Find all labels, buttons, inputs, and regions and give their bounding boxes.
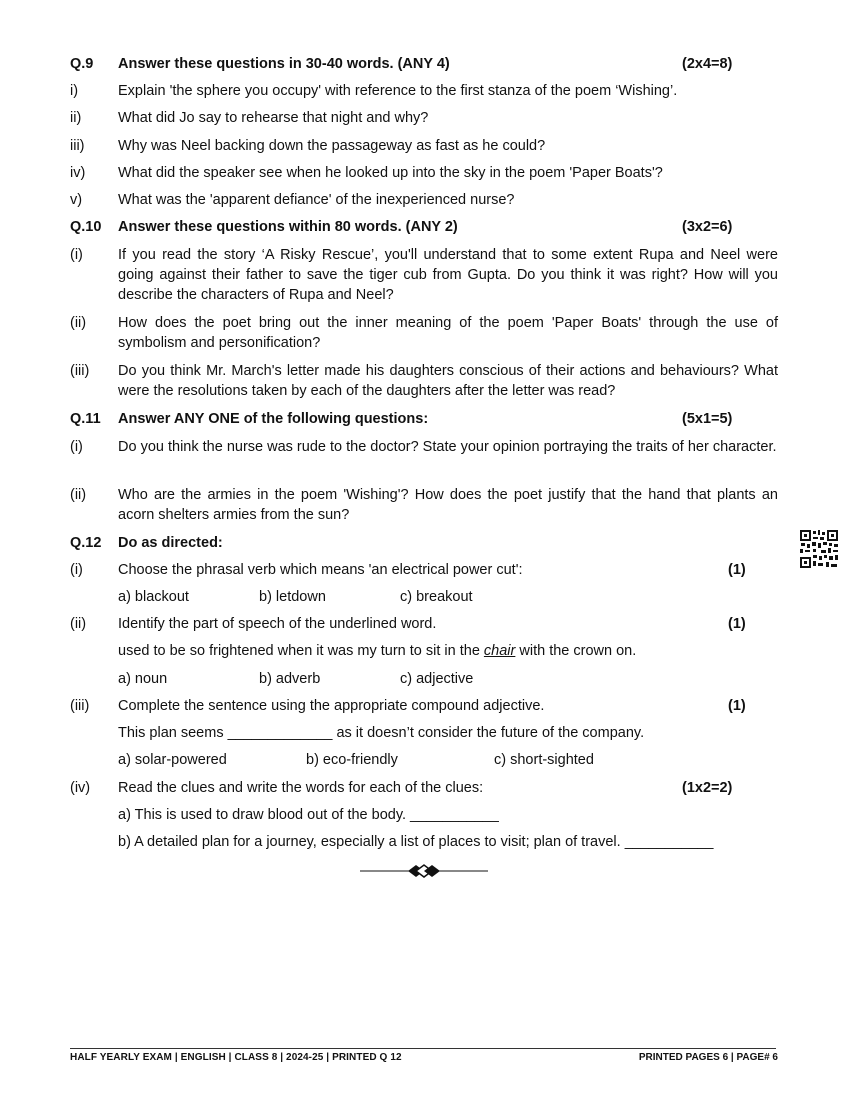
option-c: c) breakout xyxy=(400,589,473,605)
question-title: Answer these questions in 30-40 words. (ANY 4) xyxy=(118,56,450,72)
item-text: How does the poet bring out the inner meaning of the poem 'Paper Boats' through the use of symbolism and personification? xyxy=(118,315,778,351)
item-number: (i) xyxy=(70,439,83,455)
qr-code-icon xyxy=(799,529,839,569)
item-text: Complete the sentence using the appropriate compound adjective. xyxy=(118,698,545,714)
marks: (2x4=8) xyxy=(682,56,733,72)
item-text: Identify the part of speech of the underlined word. xyxy=(118,616,437,632)
marks: (1x2=2) xyxy=(682,780,733,796)
question-number: Q.12 xyxy=(70,535,102,551)
item-number: (ii) xyxy=(70,315,87,331)
item-number: i) xyxy=(70,83,79,99)
sentence: This plan seems _____________ as it doesn’t consider the future of the company. xyxy=(118,725,645,741)
question-number: Q.9 xyxy=(70,56,94,72)
footer-exam-info: HALF YEARLY EXAM | ENGLISH | CLASS 8 | 2024-25 | PRINTED Q 12 xyxy=(70,1052,402,1063)
option-a: a) noun xyxy=(118,671,168,687)
question-title: Answer ANY ONE of the following questions: xyxy=(118,411,429,427)
option-b: b) letdown xyxy=(259,589,326,605)
footer-divider xyxy=(70,1048,776,1049)
item-number: (iv) xyxy=(70,780,91,796)
option-a: a) blackout xyxy=(118,589,189,605)
item-text: Choose the phrasal verb which means 'an electrical power cut': xyxy=(118,562,523,578)
item-text: What did Jo say to rehearse that night and why? xyxy=(118,110,429,126)
question-number: Q.10 xyxy=(70,219,102,235)
option-b: b) adverb xyxy=(259,671,321,687)
item-text: Do you think Mr. March's letter made his daughters conscious of their actions and behaviours? What were the resolutions taken by each of the daughters after the letter was read? xyxy=(118,363,778,399)
item-text: If you read the story ‘A Risky Rescue’, you'll understand that to some extent Rupa and Neel were going against their father to save the tiger cub from Gupta. Do you think it was right? How will you describe the characters of Rupa and Neel? xyxy=(118,247,778,303)
underlined-word: chair xyxy=(483,643,516,659)
question-number: Q.11 xyxy=(70,411,101,427)
clue-b: b) A detailed plan for a journey, especially a list of places to visit; plan of travel. ___________ xyxy=(118,834,714,850)
sentence-part: used to be so frightened when it was my turn to sit in the xyxy=(118,643,484,659)
marks: (5x1=5) xyxy=(682,411,733,427)
sentence-part: with the crown on. xyxy=(515,643,637,659)
item-text: Explain 'the sphere you occupy' with reference to the first stanza of the poem ‘Wishing’. xyxy=(118,83,678,99)
option-b: b) eco-friendly xyxy=(306,752,398,768)
end-ornament-icon xyxy=(360,862,488,880)
item-text: What was the 'apparent defiance' of the inexperienced nurse? xyxy=(118,192,515,208)
footer-page-info: PRINTED PAGES 6 | PAGE# 6 xyxy=(638,1052,778,1063)
item-number: (iii) xyxy=(70,698,90,714)
item-text: What did the speaker see when he looked up into the sky in the poem 'Paper Boats'? xyxy=(118,165,663,181)
item-number: iii) xyxy=(70,138,85,154)
item-text: Do you think the nurse was rude to the doctor? State your opinion portraying the traits of her character. xyxy=(118,439,777,455)
option-a: a) solar-powered xyxy=(118,752,227,768)
item-number: (iii) xyxy=(70,363,90,379)
option-c: c) adjective xyxy=(400,671,474,687)
item-number: v) xyxy=(70,192,83,208)
marks: (1) xyxy=(728,698,746,714)
item-number: (i) xyxy=(70,247,83,263)
item-number: (ii) xyxy=(70,616,87,632)
item-number: iv) xyxy=(70,165,86,181)
sentence xyxy=(118,641,778,661)
marks: (1) xyxy=(728,616,746,632)
marks: (1) xyxy=(728,562,746,578)
item-text: Read the clues and write the words for each of the clues: xyxy=(118,780,484,796)
clue-a: a) This is used to draw blood out of the body. ___________ xyxy=(118,807,499,823)
item-text: Why was Neel backing down the passageway as fast as he could? xyxy=(118,138,546,154)
question-title: Do as directed: xyxy=(118,535,223,551)
item-text: Who are the armies in the poem 'Wishing'? How does the poet justify that the hand that plants an acorn shelters armies from the sun? xyxy=(118,487,778,523)
option-c: c) short-sighted xyxy=(494,752,594,768)
question-title: Answer these questions within 80 words. (ANY 2) xyxy=(118,219,458,235)
item-number: (i) xyxy=(70,562,83,578)
marks: (3x2=6) xyxy=(682,219,733,235)
item-number: (ii) xyxy=(70,487,87,503)
item-number: ii) xyxy=(70,110,82,126)
